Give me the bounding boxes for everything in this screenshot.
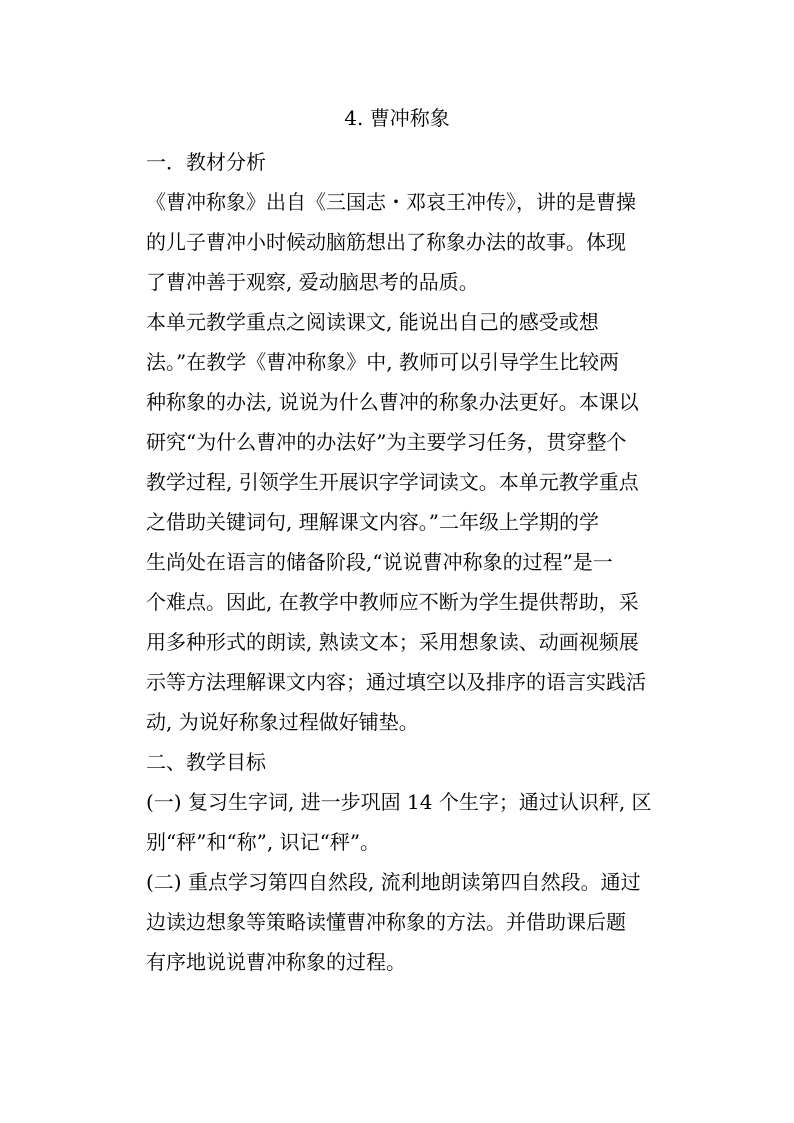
goal-line: (二) 重点学习第四自然段, 流利地朗读第四自然段。通过 [146,870,641,894]
section-heading-goals: 二、教学目标 [146,750,266,774]
paragraph-line: 之借助关键词句, 理解课文内容。”二年级上学期的学 [146,510,599,534]
paragraph-line: 生尚处在语言的储备阶段,“说说曹冲称象的过程”是一 [146,550,613,574]
paragraph-line: 动, 为说好称象过程做好铺垫。 [146,710,419,734]
paragraph-line: 种称象的办法, 说说为什么曹冲的称象办法更好。本课以 [146,390,639,414]
paragraph-line: 研究“为什么曹冲的办法好”为主要学习任务，贯穿整个 [146,430,627,454]
document-title: 4. 曹冲称象 [344,106,450,130]
paragraph-line: 教学过程, 引领学生开展识字学词读文。本单元教学重点 [146,470,639,494]
paragraph-line: 了曹冲善于观察, 爱动脑思考的品质。 [146,270,479,294]
goal-line: 别“秤”和“称”, 识记“秤”。 [146,830,381,854]
goal-line: 边读边想象等策略读懂曹冲称象的方法。并借助课后题 [146,910,626,934]
goal-line: 有序地说说曹冲称象的过程。 [146,950,406,974]
paragraph-line: 用多种形式的朗读, 熟读文本；采用想象读、动画视频展 [146,630,639,654]
paragraph-line: 示等方法理解课文内容；通过填空以及排序的语言实践活 [146,670,646,694]
paragraph-line: 个难点。因此, 在教学中教师应不断为学生提供帮助，采 [146,590,639,614]
paragraph-line: 本单元教学重点之阅读课文, 能说出自己的感受或想 [146,310,599,334]
paragraph-line: 《曹冲称象》出自《三国志・邓哀王冲传》，讲的是曹操 [146,190,636,214]
paragraph-line: 法。”在教学《曹冲称象》中, 教师可以引导学生比较两 [146,350,619,374]
section-heading-analysis: 一．教材分析 [146,150,266,174]
goal-line: (一) 复习生字词, 进一步巩固 14 个生字；通过认识秤, 区 [146,790,652,814]
paragraph-line: 的儿子曹冲小时候动脑筋想出了称象办法的故事。体现 [146,230,626,254]
